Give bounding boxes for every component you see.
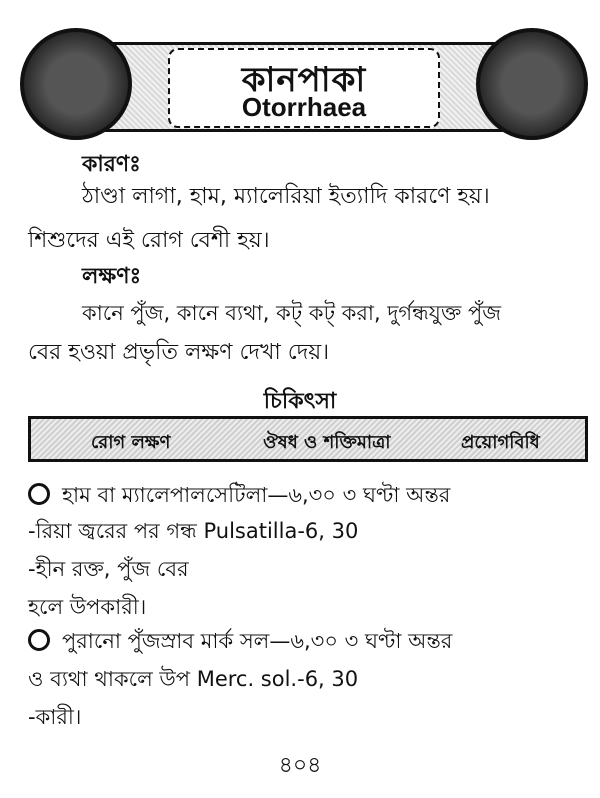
treatment-line-7: -কারী। (28, 705, 82, 729)
treatment-line-3: -হীন রক্ত, পুঁজ বের (28, 557, 189, 581)
treatment-table-header (28, 416, 588, 462)
treatment-title: চিকিৎসা (263, 389, 337, 414)
title-english: Otorrhaea (241, 92, 367, 122)
circle-bullet-icon (28, 483, 50, 505)
title-bengali: কানপাকা (241, 60, 367, 100)
treatment-line-5: পুরানো পুঁজস্রাব মার্ক সল—৬,৩০ ৩ ঘণ্টা অন্তর (62, 629, 453, 653)
page-number: ৪০৪ (278, 753, 322, 778)
circle-bullet-icon (28, 629, 50, 651)
symptoms-line-1: কানে পুঁজ, কানে ব্যথা, কট্ কট্ করা, দুর্গন্ধযুক্ত পুঁজ (82, 301, 502, 325)
col-dosage: প্রয়োগবিধি (461, 432, 540, 453)
cause-line-2: শিশুদের এই রোগ বেশী হয়। (28, 228, 270, 253)
col-symptom: রোগ লক্ষণ (91, 432, 171, 453)
treatment-line-1: হাম বা ম্যালেপালসেটিলা—৬,৩০ ৩ ঘণ্টা অন্তর (62, 483, 451, 507)
treatment-row-1-line-1 (28, 480, 588, 510)
col-medicine: ঔষধ ও শক্তিমাত্রা (263, 432, 391, 453)
treatment-line-6: ও ব্যথা থাকলে উপ Merc. sol.-6, 30 (28, 667, 359, 691)
title-banner (20, 28, 588, 146)
symptoms-heading: লক্ষণঃ (82, 264, 142, 289)
treatment-line-2: -রিয়া জ্বরের পর গন্ধ Pulsatilla-6, 30 (28, 519, 359, 543)
cause-heading: কারণঃ (82, 152, 141, 177)
cause-line-1: ঠাণ্ডা লাগা, হাম, ম্যালেরিয়া ইত্যাদি কারণে হয়। (82, 184, 490, 209)
treatment-line-4: হলে উপকারী। (28, 595, 147, 619)
symptoms-line-2: বের হওয়া প্রভৃতি লক্ষণ দেখা দেয়। (28, 340, 330, 365)
treatment-row-2-line-1 (28, 626, 588, 656)
